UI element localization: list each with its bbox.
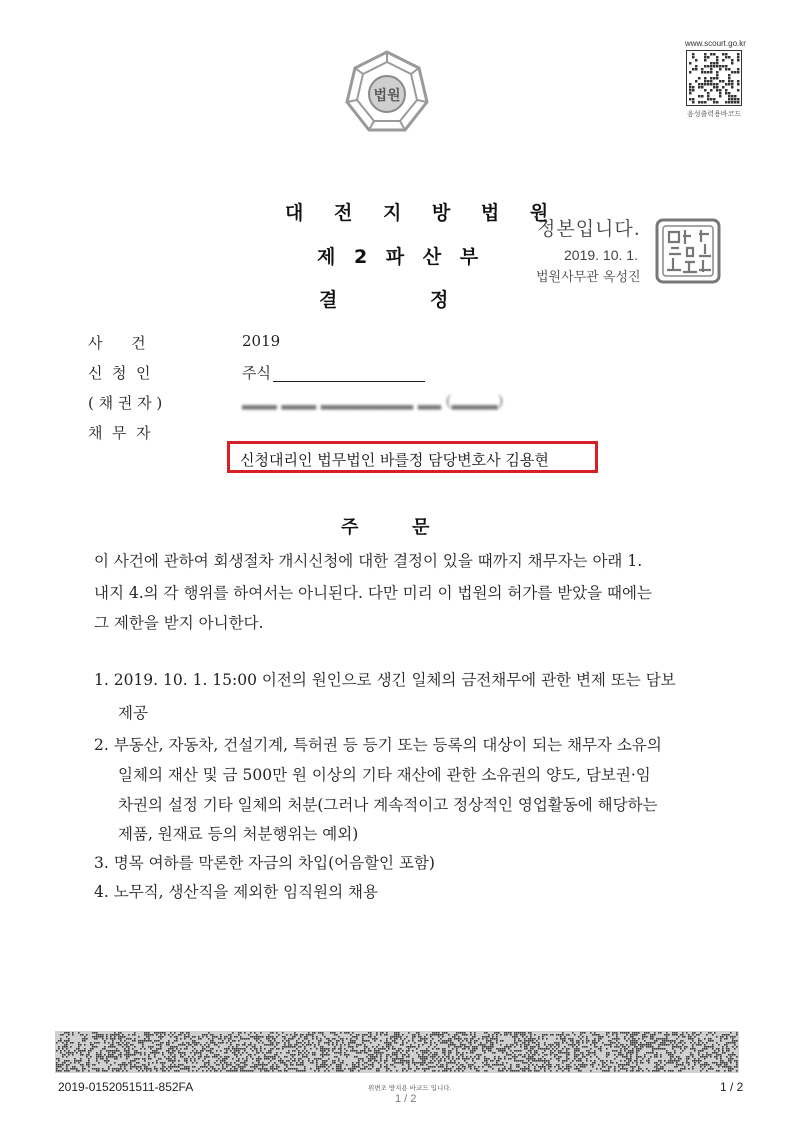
debtor-label: 채 무 자 — [88, 424, 151, 442]
order-title-char: 주 — [341, 517, 359, 538]
redaction-line — [273, 381, 425, 382]
court-name: 대 전 지 방 법 원 — [285, 202, 561, 224]
creditor-address-redacted: ▂▂▂ ▂▂▂ ▂▂▂▂▂▂▂▂ ▂▂ (▂▂▂▂) — [242, 392, 504, 410]
case-label: 사 건 — [88, 334, 146, 352]
order-item-1-cont: 제공 — [118, 704, 148, 722]
page-number-center: 1 / 2 — [395, 1093, 417, 1105]
order-paragraph-line: 내지 4.의 각 행위를 하여서는 아니된다. 다만 미리 이 법원의 허가를 받았을 때에는 — [94, 584, 652, 602]
case-number: 2019 — [242, 332, 281, 350]
decision-title-char: 정 — [430, 289, 449, 311]
certified-date: 2019. 10. 1. — [564, 247, 638, 263]
order-item-2-cont: 일체의 재산 및 금 500만 원 이상의 기타 재산에 관한 소유권의 양도, 담보권·임 — [118, 766, 651, 784]
anti-forgery-barcode-icon — [55, 1031, 739, 1073]
court-division: 제 2 파 산 부 — [317, 246, 485, 268]
order-item-2-cont: 제품, 원재료 등의 처분행위는 예외) — [118, 825, 359, 843]
emblem-label: 법원 — [373, 88, 401, 104]
agent-text: 신청대리인 법무법인 바를정 담당변호사 김용현 — [240, 451, 549, 469]
page-number: 1 / 2 — [720, 1080, 744, 1094]
certified-copy-label: 정본입니다. — [537, 218, 641, 240]
document-id: 2019-0152051511-852FA — [58, 1080, 194, 1094]
order-title-char: 문 — [412, 517, 430, 538]
applicant-label: 신 청 인 — [88, 364, 151, 382]
creditor-label: ( 채 권 자 ) — [88, 394, 163, 412]
qr-caption: 음성출력용바코드 — [687, 110, 742, 118]
official-seal-icon — [655, 218, 721, 284]
certified-clerk: 법원사무관 옥성진 — [536, 270, 641, 285]
order-item-1: 1. 2019. 10. 1. 15:00 이전의 원인으로 생긴 일체의 금전채무에 관한 변제 또는 담보 — [94, 671, 676, 689]
barcode-note: 위변조 방지용 바코드 입니다. — [368, 1084, 452, 1092]
applicant-name: 주식 — [242, 364, 271, 382]
qr-code-icon — [686, 50, 742, 106]
decision-title-char: 결 — [319, 289, 338, 311]
court-emblem-icon — [343, 48, 431, 136]
order-paragraph-line: 그 제한을 받지 아니한다. — [94, 614, 264, 632]
order-item-4: 4. 노무직, 생산직을 제외한 임직원의 채용 — [94, 883, 378, 901]
qr-url: www.scourt.go.kr — [685, 39, 746, 48]
order-paragraph-line: 이 사건에 관하여 회생절차 개시신청에 대한 결정이 있을 때까지 채무자는 아래 1. — [94, 552, 643, 570]
order-item-3: 3. 명목 여하를 막론한 자금의 차입(어음할인 포함) — [94, 854, 435, 872]
order-item-2-cont: 차권의 설정 기타 일체의 처분(그러나 계속적이고 정상적인 영업활동에 해당하는 — [118, 796, 658, 814]
order-item-2: 2. 부동산, 자동차, 건설기계, 특허권 등 등기 또는 등록의 대상이 되는 채무자 소유의 — [94, 736, 662, 754]
